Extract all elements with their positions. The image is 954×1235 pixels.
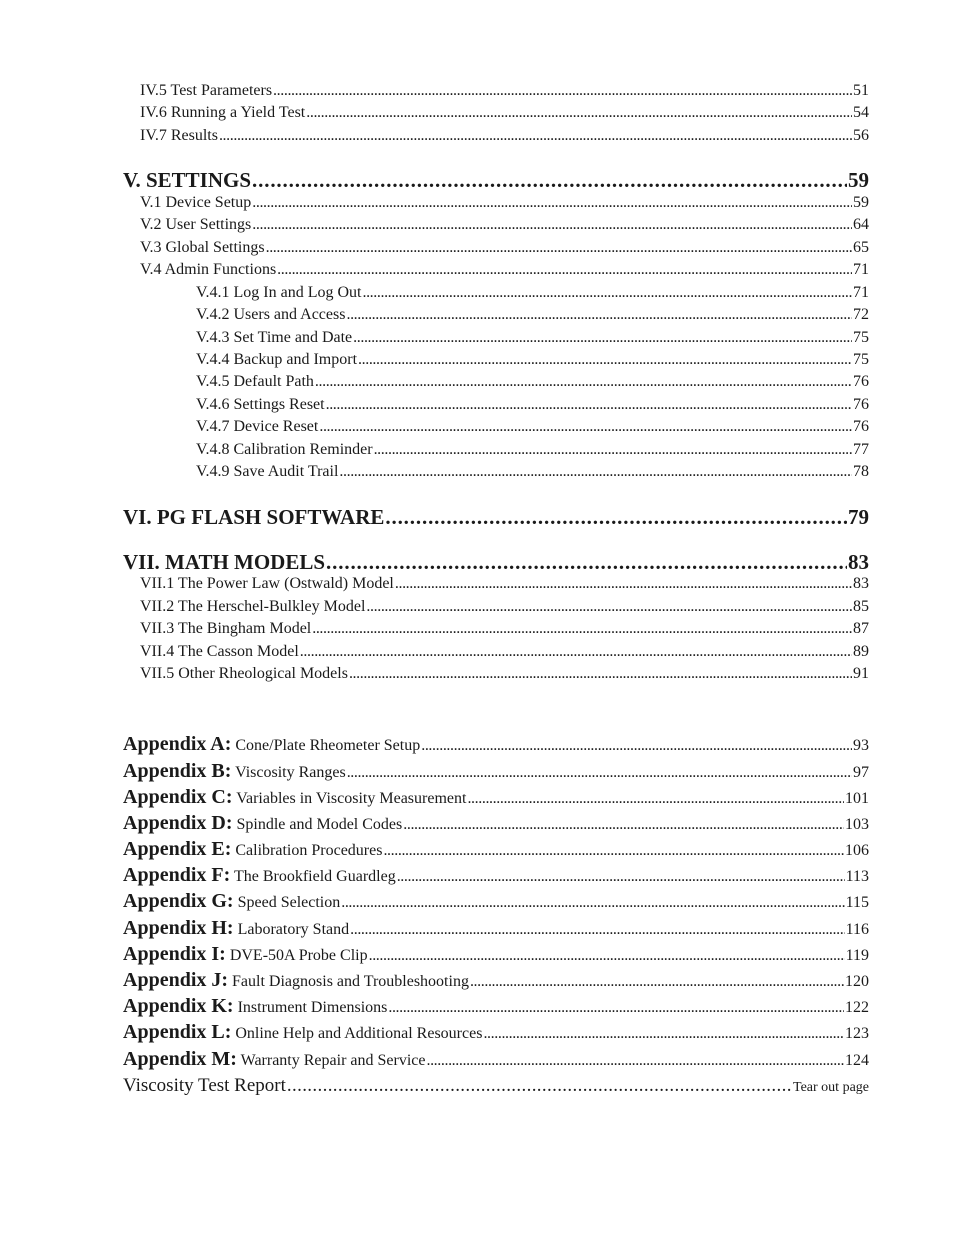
appendix-page-number: 119: [845, 947, 869, 964]
toc-page-number: 89: [853, 643, 869, 660]
dot-leader: [326, 396, 852, 414]
dot-leader: [319, 418, 852, 436]
dot-leader: [252, 194, 852, 212]
appendix-page-number: 106: [845, 842, 869, 859]
toc-entry-label: V.4.4 Backup and Import: [196, 351, 358, 368]
toc-page-number: 75: [853, 351, 869, 368]
toc-page-number: 76: [853, 373, 869, 390]
toc-entry-label: IV.5 Test Parameters: [140, 82, 273, 99]
toc-page-number: 87: [853, 620, 869, 637]
toc-page-number: 65: [853, 239, 869, 256]
appendix-entry[interactable]: [123, 969, 869, 992]
dot-leader: [347, 764, 852, 782]
dot-leader: [395, 575, 852, 593]
appendix-entry[interactable]: [123, 786, 869, 809]
appendix-title: DVE-50A Probe Clip: [229, 947, 368, 964]
toc-entry[interactable]: [140, 575, 869, 593]
toc-entry[interactable]: [140, 127, 869, 145]
toc-entry-label: VII.1 The Power Law (Ostwald) Model: [140, 575, 394, 592]
appendix-page-number: 101: [845, 790, 869, 807]
toc-entry[interactable]: [196, 284, 869, 302]
toc-entry[interactable]: [123, 550, 869, 575]
dot-leader: [366, 598, 852, 616]
toc-entry-label: V.4.1 Log In and Log Out: [196, 284, 362, 301]
toc-entry[interactable]: [196, 463, 869, 481]
dot-leader: [326, 550, 847, 575]
appendix-label: [123, 1048, 425, 1071]
toc-entry-label: VII.4 The Casson Model: [140, 643, 299, 660]
dot-leader: [483, 1025, 844, 1043]
toc-entry-label: IV.7 Results: [140, 127, 218, 144]
toc-page-number: 78: [853, 463, 869, 480]
dot-leader: [403, 816, 844, 834]
toc-entry-label: VII.2 The Herschel-Bulkley Model: [140, 598, 366, 615]
toc-page-number: 54: [853, 104, 869, 121]
appendix-prefix: Appendix D:: [123, 812, 233, 834]
appendix-entry[interactable]: [123, 995, 869, 1018]
appendix-page-number: 120: [845, 973, 869, 990]
appendix-entry[interactable]: [123, 760, 869, 783]
toc-entry[interactable]: [140, 194, 869, 212]
toc-page-number: 59: [853, 194, 869, 211]
dot-leader: [341, 894, 844, 912]
toc-page-number: 76: [853, 418, 869, 435]
toc-entry-label: V.4.3 Set Time and Date: [196, 329, 353, 346]
appendix-page-number: 113: [845, 868, 869, 885]
appendix-label: [123, 969, 469, 992]
toc-entry-label: V.3 Global Settings: [140, 239, 265, 256]
toc-page-number: 51: [853, 82, 869, 99]
toc-entry[interactable]: [123, 505, 869, 530]
appendix-page-number: 93: [853, 737, 869, 754]
viscosity-test-report-entry[interactable]: [123, 1075, 869, 1097]
toc-entry[interactable]: [196, 306, 869, 324]
appendix-page-number: 103: [845, 816, 869, 833]
dot-leader: [358, 351, 852, 369]
dot-leader: [349, 665, 852, 683]
dot-leader: [252, 216, 852, 234]
toc-page-number: 85: [853, 598, 869, 615]
dot-leader: [470, 973, 844, 991]
appendix-label: [123, 864, 396, 887]
dot-leader: [312, 620, 852, 638]
appendix-title: Online Help and Additional Resources: [235, 1025, 483, 1042]
toc-entry[interactable]: [196, 351, 869, 369]
appendix-entry[interactable]: [123, 864, 869, 887]
dot-leader: [219, 127, 852, 145]
appendix-page-number: 123: [845, 1025, 869, 1042]
toc-entry-label: V.2 User Settings: [140, 216, 252, 233]
toc-entry[interactable]: [196, 418, 869, 436]
appendix-entry[interactable]: [123, 1048, 869, 1071]
appendix-label: [123, 838, 382, 861]
dot-leader: [306, 104, 852, 122]
toc-entry[interactable]: [196, 329, 869, 347]
toc-entry[interactable]: [140, 261, 869, 279]
toc-page-number: 59: [848, 168, 869, 192]
toc-entry-label: VII.5 Other Rheological Models: [140, 665, 348, 682]
appendix-prefix: Appendix H:: [123, 917, 234, 939]
appendix-page-number: 122: [845, 999, 869, 1016]
appendix-label: [123, 733, 420, 756]
toc-entry[interactable]: [140, 598, 869, 616]
dot-leader: [369, 947, 845, 965]
dot-leader: [353, 329, 852, 347]
toc-entry[interactable]: [140, 82, 869, 100]
appendix-entry[interactable]: [123, 943, 869, 966]
appendix-prefix: Appendix G:: [123, 890, 234, 912]
dot-leader: [315, 373, 852, 391]
dot-leader: [383, 842, 844, 860]
toc-page-number: 83: [853, 575, 869, 592]
toc-entry[interactable]: [140, 216, 869, 234]
appendix-page-number: 97: [853, 764, 869, 781]
appendix-title: Instrument Dimensions: [237, 999, 388, 1016]
appendix-prefix: Appendix I:: [123, 943, 226, 965]
appendix-label: [123, 760, 346, 783]
appendix-prefix: Appendix B:: [123, 760, 232, 782]
appendix-label: [123, 786, 466, 809]
appendix-label: [123, 943, 368, 966]
dot-leader: [300, 643, 852, 661]
appendix-title: Calibration Procedures: [235, 842, 383, 859]
toc-entry-label: V.4 Admin Functions: [140, 261, 277, 278]
appendix-label: [123, 995, 387, 1018]
toc-page-number: 64: [853, 216, 869, 233]
toc-page-number: 83: [848, 550, 869, 574]
appendix-entry[interactable]: [123, 917, 869, 940]
appendix-title: Warranty Repair and Service: [240, 1052, 426, 1069]
dot-leader: [385, 505, 847, 530]
dot-leader: [467, 790, 844, 808]
toc-entry[interactable]: [196, 441, 869, 459]
dot-leader: [362, 284, 852, 302]
dot-leader: [421, 737, 852, 755]
toc-page-number: 75: [853, 329, 869, 346]
appendix-title: Speed Selection: [237, 894, 341, 911]
toc-entry-label: Viscosity Test Report: [123, 1075, 286, 1096]
appendix-entry[interactable]: [123, 733, 869, 756]
dot-leader: [287, 1075, 792, 1097]
toc-entry-label: V. SETTINGS: [123, 168, 252, 192]
toc-entry-label: VII. MATH MODELS: [123, 550, 326, 574]
appendix-label: [123, 812, 402, 835]
appendix-title: Viscosity Ranges: [235, 764, 346, 781]
toc-page-number: 56: [853, 127, 869, 144]
appendix-prefix: Appendix M:: [123, 1048, 237, 1070]
appendix-label: [123, 890, 340, 913]
toc-entry-label: V.4.6 Settings Reset: [196, 396, 325, 413]
toc-page-number: Tear out page: [793, 1080, 869, 1095]
appendix-prefix: Appendix A:: [123, 733, 232, 755]
toc-page-number: 71: [853, 261, 869, 278]
toc-entry-label: V.1 Device Setup: [140, 194, 252, 211]
appendix-title: Fault Diagnosis and Troubleshooting: [232, 973, 469, 990]
dot-leader: [374, 441, 852, 459]
toc-page-number: 76: [853, 396, 869, 413]
toc-entry[interactable]: [140, 643, 869, 661]
toc-entry-label: V.4.7 Device Reset: [196, 418, 319, 435]
toc-entry-label: IV.6 Running a Yield Test: [140, 104, 306, 121]
appendix-page-number: 115: [845, 894, 869, 911]
appendix-title: Spindle and Model Codes: [236, 816, 403, 833]
toc-entry-label: V.4.5 Default Path: [196, 373, 314, 390]
toc-page-number: 79: [848, 505, 869, 529]
dot-leader: [339, 463, 852, 481]
toc-page-number: 71: [853, 284, 869, 301]
appendix-prefix: Appendix K:: [123, 995, 234, 1017]
toc-entry-label: V.4.9 Save Audit Trail: [196, 463, 339, 480]
dot-leader: [277, 261, 852, 279]
toc-entry[interactable]: [140, 239, 869, 257]
appendix-page-number: 116: [845, 921, 869, 938]
appendix-prefix: Appendix E:: [123, 838, 232, 860]
appendix-title: Laboratory Stand: [237, 921, 350, 938]
appendix-title: Variables in Viscosity Measurement: [236, 790, 467, 807]
toc-entry[interactable]: [140, 620, 869, 638]
appendix-entry[interactable]: [123, 890, 869, 913]
toc-entry[interactable]: [123, 168, 869, 193]
appendix-label: [123, 917, 349, 940]
toc-entry[interactable]: [196, 396, 869, 414]
appendix-title: Cone/Plate Rheometer Setup: [235, 737, 421, 754]
toc-entry[interactable]: [140, 104, 869, 122]
dot-leader: [350, 921, 844, 939]
dot-leader: [397, 868, 845, 886]
toc-entry[interactable]: [196, 373, 869, 391]
dot-leader: [346, 306, 852, 324]
appendix-prefix: Appendix C:: [123, 786, 233, 808]
dot-leader: [388, 999, 844, 1017]
appendix-entry[interactable]: [123, 812, 869, 835]
dot-leader: [426, 1052, 844, 1070]
dot-leader: [273, 82, 852, 100]
toc-page-number: 72: [853, 306, 869, 323]
toc-entry-label: V.4.2 Users and Access: [196, 306, 346, 323]
toc-entry[interactable]: [140, 665, 869, 683]
appendix-prefix: Appendix F:: [123, 864, 231, 886]
appendix-entry[interactable]: [123, 1021, 869, 1044]
appendix-entry[interactable]: [123, 838, 869, 861]
appendix-title: The Brookfield Guardleg: [233, 868, 396, 885]
appendix-prefix: Appendix L:: [123, 1021, 232, 1043]
toc-page-number: 91: [853, 665, 869, 682]
toc-entry-label: VII.3 The Bingham Model: [140, 620, 312, 637]
dot-leader: [266, 239, 852, 257]
toc-entry-label: VI. PG FLASH SOFTWARE: [123, 505, 385, 529]
appendix-page-number: 124: [845, 1052, 869, 1069]
appendix-prefix: Appendix J:: [123, 969, 229, 991]
toc-entry-label: V.4.8 Calibration Reminder: [196, 441, 373, 458]
dot-leader: [252, 168, 847, 193]
appendix-label: [123, 1021, 482, 1044]
toc-page-number: 77: [853, 441, 869, 458]
